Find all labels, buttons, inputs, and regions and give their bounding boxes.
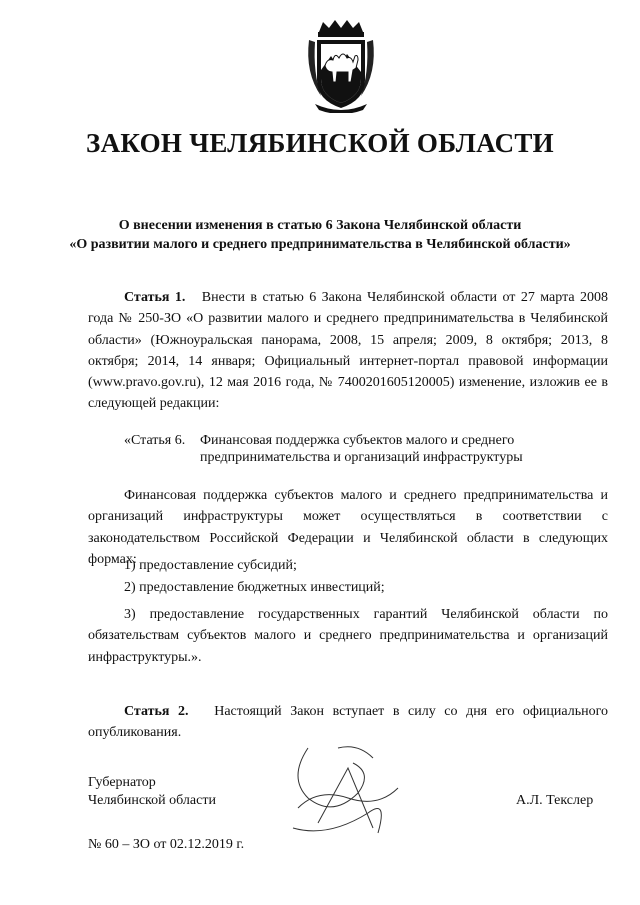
quoted-article-title-line1: Финансовая поддержка субъектов малого и среднего bbox=[200, 433, 515, 448]
article-1-text: Внести в статью 6 Закона Челябинской области от 27 марта 2008 года № 250-ЗО «О развитии малого и среднего предпринимательства в Челябинской области» (Южноуральская панорама, 2008, 15 апреля; 2009, 8 октября; 2013, 8 октября; 2014, 14 января; Официальный интернет-портал правовой информации (www.pravo.gov.ru), 12 мая 2016 года, № 7400201605120005) изменение, изложив ее в следующей редакции: bbox=[88, 290, 609, 412]
list-item: 3) предоставление государственных гарантий Челябинской области по обязательствам субъектов малого и среднего предпринимательства и организаций инфраструктуры.». bbox=[88, 607, 608, 665]
handwritten-signature-icon bbox=[278, 738, 408, 848]
law-number-date: № 60 – ЗО от 02.12.2019 г. bbox=[88, 837, 245, 852]
list-item: 1) предоставление субсидий; bbox=[124, 558, 297, 573]
quoted-article-title-line2: предпринимательства и организаций инфраструктуры bbox=[200, 450, 523, 465]
quoted-article-heading bbox=[124, 432, 604, 466]
document-subtitle-line1: О внесении изменения в статью 6 Закона Челябинской области bbox=[118, 218, 522, 233]
document-title: ЗАКОН ЧЕЛЯБИНСКОЙ ОБЛАСТИ bbox=[86, 128, 554, 158]
article-1-label: Статья 1. bbox=[124, 290, 186, 305]
article-1 bbox=[88, 287, 608, 415]
coat-of-arms-icon bbox=[301, 18, 381, 113]
signatory-position-line2: Челябинской области bbox=[88, 793, 216, 808]
signatory-name: А.Л. Текслер bbox=[516, 793, 594, 808]
quoted-article-label: «Статья 6. bbox=[124, 433, 186, 448]
signatory-position-line1: Губернатор bbox=[88, 775, 156, 790]
article-2-label: Статья 2. bbox=[124, 704, 189, 719]
article-2-text: Настоящий Закон вступает в силу со дня его официального опубликования. bbox=[88, 704, 608, 741]
list-item: 2) предоставление бюджетных инвестиций; bbox=[124, 580, 385, 595]
support-paragraph: Финансовая поддержка субъектов малого и среднего предпринимательства и организаций инфраструктуры может осуществляться в соответствии с законодательством Российской Федерации и Челябинской области в следующих формах: bbox=[88, 488, 608, 567]
document-subtitle-line2: «О развитии малого и среднего предпринимательства в Челябинской области» bbox=[69, 237, 571, 252]
